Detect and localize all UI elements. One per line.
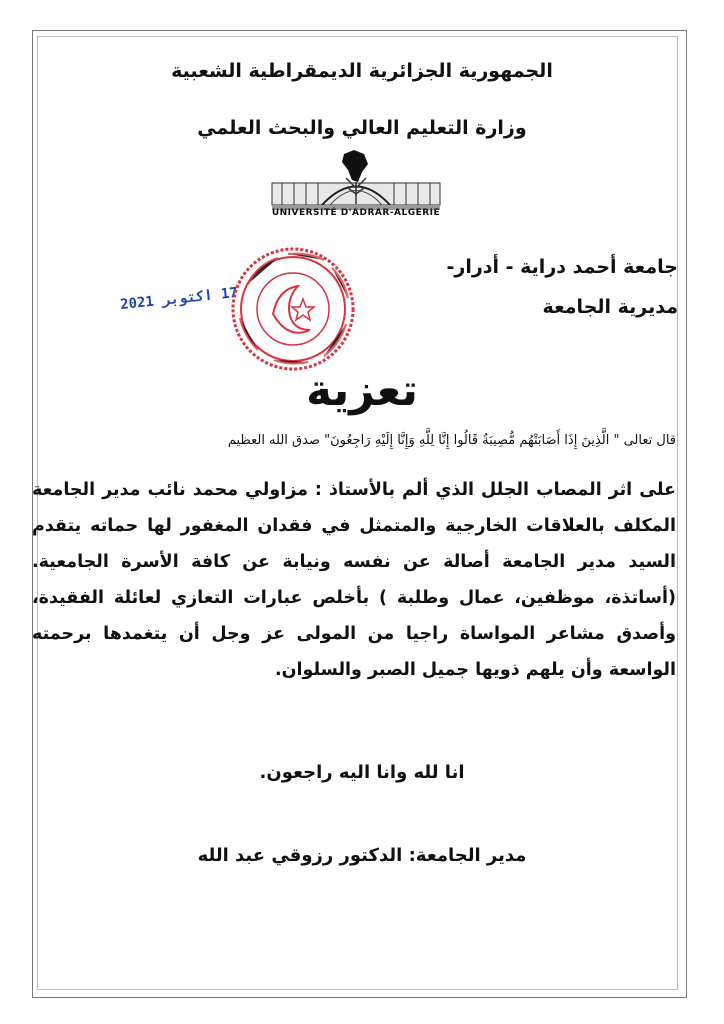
date-stamp: 17 اكتوبر 2021 <box>119 284 239 314</box>
official-seal-icon <box>228 244 358 374</box>
ministry-heading: وزارة التعليم العالي والبحث العلمي <box>197 117 527 139</box>
signature-line: مدير الجامعة: الدكتور رزوقي عبد الله <box>197 845 527 866</box>
condolence-body: على اثر المصاب الجلل الذي ألم بالأستاذ : مزاولي محمد نائب مدير الجامعة المكلف بالعلاقات الخارجية والمتمثل في فقدان المغفور لها حماته يتقدم السيد مدير الجامعة أصالة عن نفسه ونيابة عن كافة الأسرة الجامعية.(أساتذة، موظفين، عمال وطلبة ) بأخلص عبارات التعازي لعائلة الفقيدة، وأصدق مشاعر المواساة راجيا من المولى عز وجل أن يتغمدها برحمته الواسعة وأن يلهم ذويها جميل الصبر والسلوان. <box>32 480 676 680</box>
closing-phrase: انا لله وانا اليه راجعون. <box>259 762 465 783</box>
logo-caption: UNIVERSITÉ D'ADRAR-ALGERIE <box>271 208 441 218</box>
directorate-name: مديرية الجامعة <box>542 296 678 318</box>
country-heading: الجمهورية الجزائرية الديمقراطية الشعبية <box>171 60 553 82</box>
university-name: جامعة أحمد دراية - أدرار- <box>446 256 678 278</box>
quran-verse: قال تعالى " الَّذِينَ إِذَا أَصَابَتْهُم مُّصِيبَةٌ قَالُوا إِنَّا لِلَّهِ وَإِنَّا إِلَيْهِ رَاجِعُونَ" صدق الله العظيم <box>227 433 676 448</box>
document-title: تعزية <box>306 365 418 416</box>
